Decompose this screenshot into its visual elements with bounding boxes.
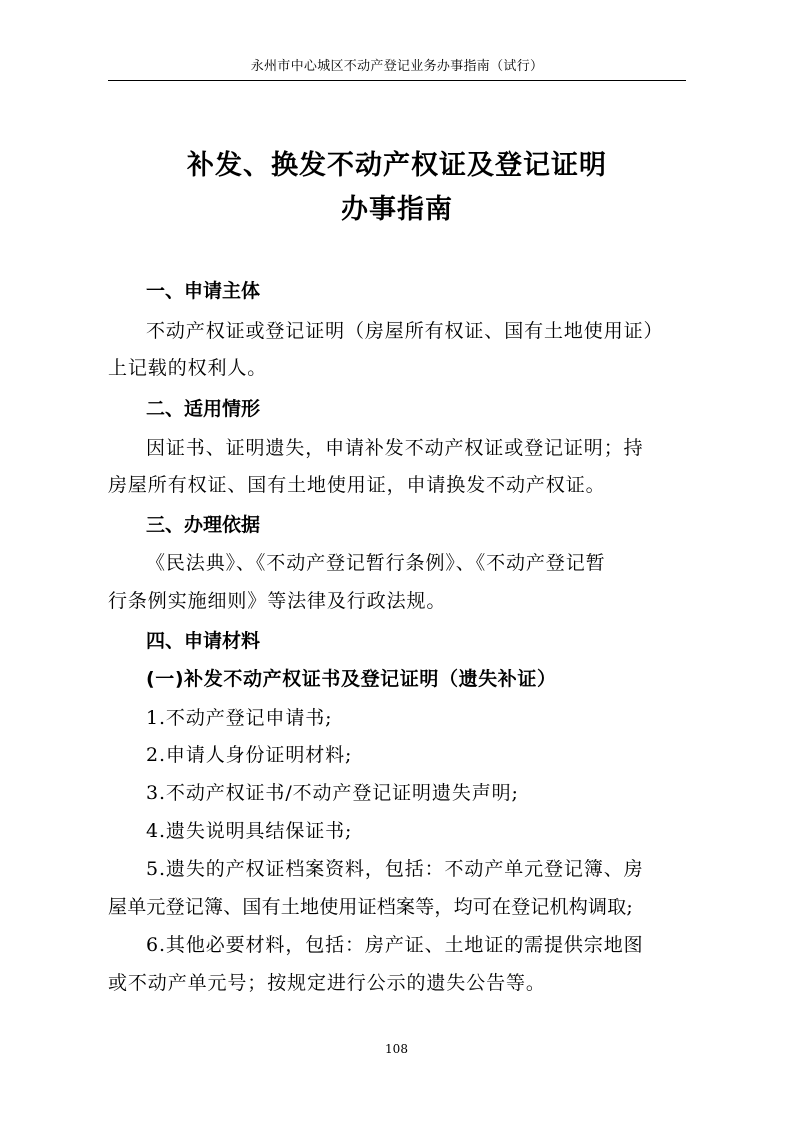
section-basis-text-line2: 行条例实施细则》等法律及行政法规。 (108, 590, 447, 612)
subsection-heading-reissue: (一)补发不动产权证书及登记证明（遗失补证） (146, 668, 557, 690)
material-item-6-line1: 6.其他必要材料，包括：房产证、土地证的需提供宗地图 (146, 934, 644, 956)
material-item-4: 4.遗失说明具结保证书; (146, 820, 353, 842)
document-title-line1: 补发、换发不动产权证及登记证明 (187, 150, 607, 181)
header-divider (108, 80, 686, 81)
section-heading-applicant: 一、申请主体 (146, 280, 261, 302)
material-item-3: 3.不动产权证书/不动产登记证明遗失声明; (146, 782, 519, 804)
section-cases-text-line1: 因证书、证明遗失，申请补发不动产权证或登记证明；持 (146, 437, 644, 459)
material-item-5-line1: 5.遗失的产权证档案资料，包括：不动产单元登记簿、房 (146, 858, 644, 880)
section-heading-materials: 四、申请材料 (146, 630, 261, 652)
page-number: 108 (385, 1042, 408, 1056)
section-basis-text-line1: 《民法典》、《不动产登记暂行条例》、《不动产登记暂 (146, 552, 606, 574)
section-applicant-text-line1: 不动产权证或登记证明（房屋所有权证、国有土地使用证） (146, 320, 664, 342)
material-item-2: 2.申请人身份证明材料; (146, 744, 353, 766)
material-item-1: 1.不动产登记申请书; (146, 707, 333, 729)
section-cases-text-line2: 房屋所有权证、国有土地使用证，申请换发不动产权证。 (108, 474, 606, 496)
material-item-5-line2: 屋单元登记簿、国有土地使用证档案等，均可在登记机构调取; (108, 896, 634, 918)
section-heading-legal-basis: 三、办理依据 (146, 514, 261, 536)
running-header: 永州市中心城区不动产登记业务办事指南（试行） (250, 59, 544, 74)
section-applicant-text-line2: 上记载的权利人。 (108, 357, 268, 379)
section-heading-applicable-cases: 二、适用情形 (146, 398, 261, 420)
material-item-6-line2: 或不动产单元号；按规定进行公示的遗失公告等。 (108, 972, 546, 994)
document-title-line2: 办事指南 (341, 194, 453, 225)
